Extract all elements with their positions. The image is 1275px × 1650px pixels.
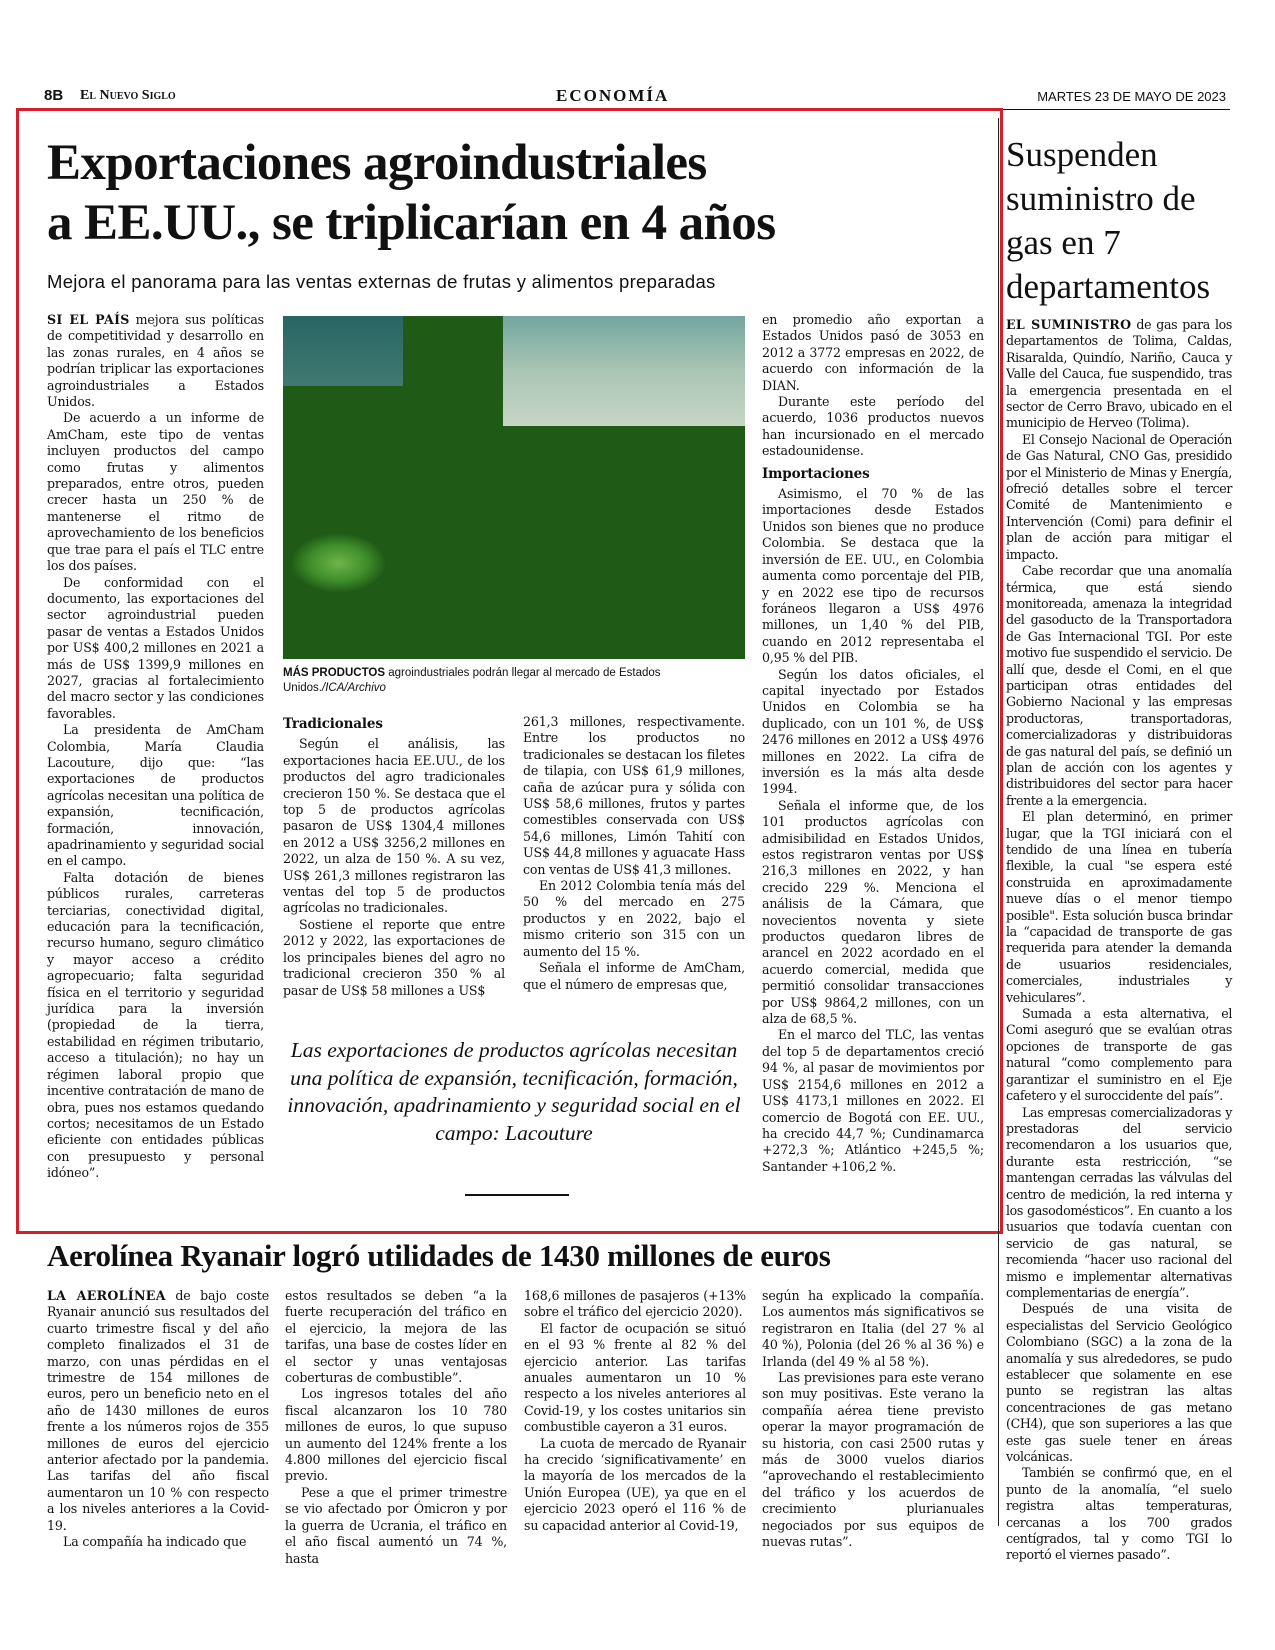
side-p6: Las empresas comercializadoras y prestadoras del servicio recomendaron a los usuarios que, durante esta restricción, “se mantengan cerradas las válvulas del centro de medición, la red interna y los gasodomésticos”. En cuanto a los usuarios que todavía cuentan con servicio de gas natural, se recomienda “hacer uso racional del mismo e implementar alternativas complementarias de energía”. [1006,1104,1232,1300]
side-p3: Cabe recordar que una anomalía térmica, que está siendo monitoreada, amenaza la integridad del gasoducto de la Transportadora de Gas Internacional TGI. Por este motivo fue suspendido el servicio. De allí que, desde el Comi, en el que participan otras entidades del Gobierno Nacional y las empresas productoras, transportadoras, comercializadoras y distribuidoras de gas natural del país, se definió un plan de acción con los agentes y distribuidores del sector para hacer frente a la emergencia. [1006,563,1232,808]
pull-quote: Las exportaciones de productos agrícolas necesitan una política de expansión, tecnificación, formación, innovación, apadrinamiento y seguridad social en el campo: Lacouture [287,1038,741,1145]
main-col1-p2: De acuerdo a un informe de AmCham, este tipo de ventas incluyen productos del campo como frutas y alimentos preparados, entre otros, pueden crecer hasta un 250 % de mantenerse el ritmo de aprovechamiento de los beneficios que trae para el país el TLC entre los dos países. [47,410,264,574]
bottom-lead-caps: LA AEROLÍNEA [47,1288,166,1303]
main-headline-line1: Exportaciones agroindustriales [47,135,707,191]
main-col1-p1: SI EL PAÍS mejora sus políticas de competitividad y desarrollo en las zonas rurales, en 4 años se podrían triplicar las exportaciones agroindustriales a Estados Unidos. [47,312,264,410]
main-col-4 [762,312,984,1175]
newspaper-name: El Nuevo Siglo [80,88,176,103]
side-p7: Después de una visita de especialistas del Servicio Geológico Colombiano (SGC) a la zona de la anomalía y sus alrededores, se pudo establecer que solamente en ese punto se registran las altas concentraciones de gas metano (CH4), que son superiores a las que este gas suele tener en áreas volcánicas. [1006,1301,1232,1465]
bottom-col3-p2: El factor de ocupación se situó en el 93 % frente al 82 % del ejercicio anterior. Las tarifas anuales aumentaron un 10 % respecto a los niveles anteriores al Covid-19, y los costes unitarios sin combustible cayeron a 31 euros. [524,1320,746,1435]
main-col4-p4: Según los datos oficiales, el capital inyectado por Estados Unidos en Colombia se ha duplicado, con un 101 %, de US$ 2476 millones en 2012 a US$ 4976 millones en 2022. La cifra de inversión es la más alta desde 1994. [762,666,984,797]
side-p8: También se confirmó que, en el punto de la anomalía, “el suelo registra altas temperaturas, cercanas a los 700 grados centígrados, tal y como TGI lo reportó el viernes pasado”. [1006,1465,1232,1563]
bottom-col2-p2: Los ingresos totales del año fiscal alcanzaron los 10 780 millones de euros, lo que supuso un aumento del 124% frente a los 4.800 millones del ejercicio fiscal previo. [285,1386,507,1484]
subhead-tradicionales: Tradicionales [283,716,383,732]
caption-text: agroindustriales podrán llegar al mercado de Estados Unidos. [283,667,661,694]
main-col-3 [523,714,745,993]
side-lead-caps: EL SUMINISTRO [1006,317,1132,332]
side-p1: EL SUMINISTRO de gas para los departamentos de Tolima, Caldas, Risaralda, Quindío, Nariño, Cauca y Valle del Cauca, fue suspendido, tras la emergencia presentada en el sector de Cerro Bravo, ubicado en el municipio de Herveo (Tolima). [1006,317,1233,431]
main-col1-p3: De conformidad con el documento, las exportaciones del sector agroindustrial pueden pasar de ventas a Estados Unidos por US$ 400,2 millones en 2021 a más de US$ 1399,9 millones en 2027, gracias al fortalecimiento del macro sector y las condiciones favorables. [47,574,264,721]
bottom-col-1 [47,1288,269,1551]
side-body [1006,317,1232,1564]
bottom-col4-p1: según ha explicado la compañía. Los aumentos más significativos se registraron en Italia (del 27 % al 40 %), Polonia (del 26 % al 36 %) e Irlanda (del 49 % al 58 %). [762,1288,984,1369]
bottom-col-4 [762,1288,984,1551]
side-p4: El plan determinó, en primer lugar, que la TGI iniciará con el tendido de una línea en tubería flexible, la cual "se espera esté construida en aproximadamente nueve días o el menor tiempo posible". Esta solución busca brindar la “capacidad de transporte de gas requerida para atender la demanda de usuarios residenciales, comerciales, industriales y vehiculares”. [1006,809,1232,1005]
photo-caption [283,666,745,696]
section-name: ECONOMÍA [556,86,670,105]
pull-quote-rule [465,1194,569,1196]
issue-date: MARTES 23 DE MAYO DE 2023 [1037,89,1226,104]
main-col-1 [47,312,264,1182]
side-p5: Sumada a esta alternativa, el Comi aseguró que se evalúan otras opciones de transporte de gas natural “como complemento para garantizar el suministro en el Eje cafetero y el suroccidente del país”. [1006,1006,1232,1104]
main-col1-p5: Falta dotación de bienes públicos rurales, carreteras terciarias, conectividad digital, educación para la tecnificación, recurso humano, seguro climático y mayor acceso a crédito agropecuario; falta seguridad física en el territorio y seguridad jurídica para la inversión (propiedad de la tierra, estabilidad en régimen tributario, acceso a titulación); no hay un régimen laboral propio que incentive contratación de mano de obra, pues nos estamos quedando cortos; necesitamos de un Estado eficiente con entidades públicas con presupuesto y personal idóneo”. [47,869,264,1181]
main-col-2 [283,710,505,999]
subhead-importaciones: Importaciones [762,465,870,482]
main-headline [47,133,987,253]
main-col2-p1: Según el análisis, las exportaciones hacia EE.UU., de los productos del agro tradicionales crecieron 150 %. Se destaca que el top 5 de productos agrícolas pasaron de US$ 1304,4 millones en 2012 a US$ 3256,2 millones en 2022, un alza de 150 %. A su vez, US$ 261,3 millones registraron las ventas del top 5 de productos agrícolas no tradicionales. [283,736,505,916]
page-header [44,86,1230,108]
photo-machine [283,316,403,386]
main-col3-p3: Señala el informe de AmCham, que el número de empresas que, [523,960,745,992]
bottom-col-3 [524,1288,746,1534]
caption-bold: MÁS PRODUCTOS [283,667,386,679]
main-subtitle: Mejora el panorama para las ventas externas de frutas y alimentos preparadas [47,271,716,292]
main-headline-line2: a EE.UU., se triplicarían en 4 años [47,195,776,251]
caption-credit: /ICA/Archivo [322,682,386,694]
side-divider [998,118,999,1526]
side-headline: Suspenden suministro de gas en 7 departamentos [1006,135,1211,306]
bottom-col3-p3: La cuota de mercado de Ryanair ha crecido ‘significativamente’ en la mayoría de los mercados de la Unión Europea (UE), ya que en el ejercicio 2023 operó el 116 % de su capacidad anterior al Covid-19, [524,1435,746,1533]
avocado-photo [283,316,745,659]
bottom-col2-p1: estos resultados se deben “a la fuerte recuperación del tráfico en el ejercicio, la mejora de las tarifas, una base de costes líder en el sector y unas ventajosas coberturas de combustible”. [285,1288,507,1386]
bottom-col3-p1: 168,6 millones de pasajeros (+13% sobre el tráfico del ejercicio 2020). [524,1288,746,1320]
main-lead-caps: SI EL PAÍS [47,312,130,327]
main-col1-p4: La presidenta de AmCham Colombia, María Claudia Lacouture, dijo que: “las exportaciones de productos agrícolas necesitan una política de expansión, tecnificación, formación, innovación, apadrinamiento y seguridad social en el campo. [47,722,264,869]
main-col3-p1: 261,3 millones, respectivamente. Entre los productos no tradicionales se destacan los filetes de tilapia, con US$ 61,9 millones, caña de azúcar pura y sólida con US$ 58,6 millones, frutos y partes comestibles conservada con US$ 54,6 millones, Limón Tahití con US$ 44,8 millones y aguacate Hass con ventas de US$ 41,3 millones. [523,714,745,877]
bottom-col2-p3: Pese a que el primer trimestre se vio afectado por Ómicron y por la guerra de Ucrania, el tráfico en el año fiscal aumentó un 74 %, hasta [285,1484,507,1566]
main-col2-p2: Sostiene el reporte que entre 2012 y 2022, las exportaciones de los principales bienes del agro no tradicional crecieron 350 % al pasar de US$ 58 millones a US$ [283,916,505,998]
bottom-col-2 [285,1288,507,1567]
bottom-col1-p2: La compañía ha indicado que [63,1534,247,1550]
main-col4-p5: Señala el informe que, de los 101 productos agrícolas con admisibilidad en Estados Unidos, estos registraron ventas por US$ 216,3 millones en 2022, y han crecido 229 %. Menciona el análisis de la Cámara, que novecientos noventa y siete productos quedaron libres de arancel en 2022 acordado en el acuerdo comercial, medida que permitió consolidar transacciones por US$ 9864,2 millones, con un alza de 68,5 %. [762,797,984,1027]
main-col4-p2: Durante este período del acuerdo, 1036 productos nuevos han incursionado en el mercado estadounidense. [762,394,984,459]
main-col4-p6: En el marco del TLC, las ventas del top 5 de departamentos creció 94 %, al pasar de movimientos por US$ 2154,6 millones en 2012 a US$ 4173,1 millones en 2022. El comercio de Bogotá con EE. UU., ha crecido 44,7 %; Cundinamarca +272,3 %; Atlántico +245,5 %; Santander +106,2 %. [762,1027,984,1174]
main-col4-p3: Asimismo, el 70 % de las importaciones desde Estados Unidos son bienes que no produce Colombia. Se destaca que la inversión de EE. UU., en Colombia aumenta como porcentaje del PIB, y en 2022 ese tipo de recursos foráneos llegaron a US$ 4976 millones, un 1,40 % del PIB, cuando en 2012 representaba el 0,95 % del PIB. [762,486,984,666]
photo-conveyor [503,316,745,426]
main-col4-p1: en promedio año exportan a Estados Unidos pasó de 3053 en 2012 a 3772 empresas en 2022, de acuerdo con información de la DIAN. [762,312,984,393]
side-p2: El Consejo Nacional de Operación de Gas Natural, CNO Gas, presidido por el Ministerio de Minas y Energía, ofreció detalles sobre el tercer Comité de Mantenimiento e Intervención (Comi) para definir el plan de acción para mitigar el impacto. [1006,431,1232,562]
bottom-col4-p2: Las previsiones para este verano son muy positivas. Este verano la compañía aérea tiene previsto operar la mayor programación de su historia, con casi 2500 rutas y más de 3000 vuelos diarios “aprovechando el restablecimiento del tráfico y los acuerdos de crecimiento plurianuales negociados por sus equipos de nuevas rutas”. [762,1370,984,1550]
bottom-headline: Aerolínea Ryanair logró utilidades de 1430 millones de euros [47,1238,831,1273]
bottom-col1-p1: LA AEROLÍNEA de bajo coste Ryanair anunció sus resultados del cuarto trimestre fiscal y del año completo finalizados el 31 de marzo, con unas pérdidas en el trimestre de 154 millones de euros, pero un beneficio neto en el año de 1430 millones de euros frente a los números rojos de 355 millones de euros del ejercicio anterior afectado por la pandemia. Las tarifas del año fiscal aumentaron un 10 % con respecto a los niveles anteriores a la Covid-19. [47,1288,270,1533]
main-col3-p2: En 2012 Colombia tenía más del 50 % del mercado en 275 productos y en 2022, bajo el mismo criterio son 315 con un aumento del 15 %. [523,878,745,959]
page-number: 8B [44,87,64,104]
